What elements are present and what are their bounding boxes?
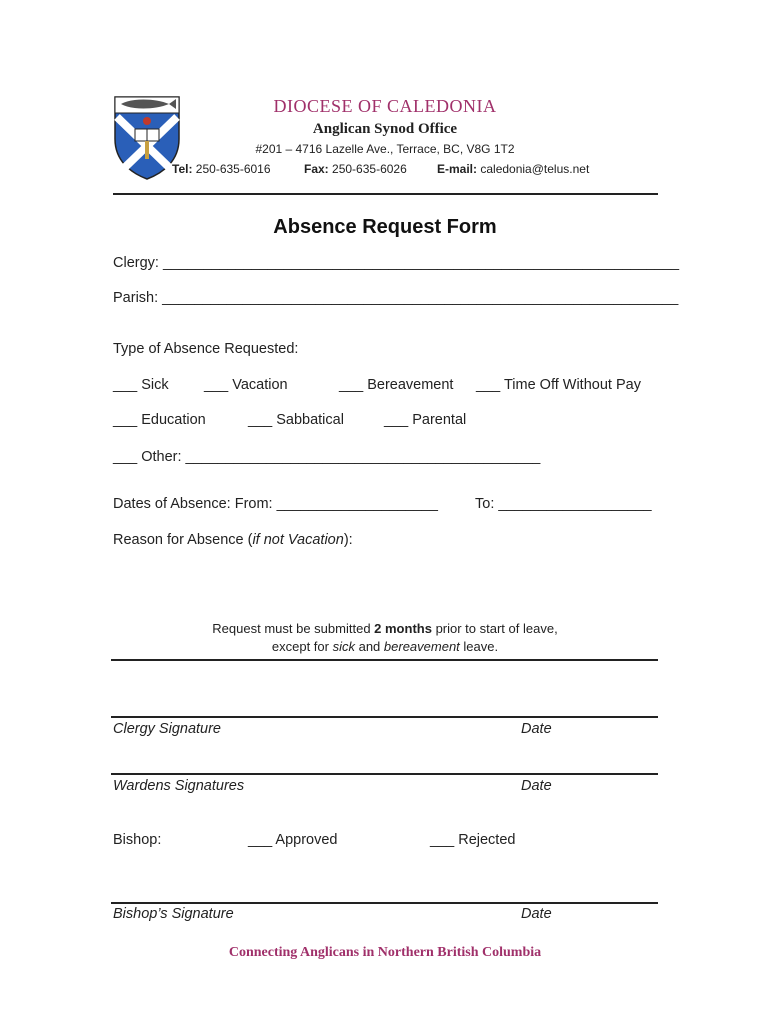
phone-contact bbox=[172, 162, 271, 176]
wardens-signatures-label: Wardens Signatures bbox=[113, 778, 245, 794]
clergy-date-label: Date bbox=[521, 721, 552, 737]
footer-tagline: Connecting Anglicans in Northern British Columbia bbox=[228, 945, 542, 960]
dates-from-field[interactable]: Dates of Absence: From: ____________________ bbox=[113, 496, 438, 512]
bishops-signature-label: Bishop’s Signature bbox=[113, 906, 234, 922]
clergy-field[interactable]: Clergy: ________________________________________________________________ bbox=[113, 255, 680, 271]
fax-label: Fax: bbox=[304, 162, 329, 176]
form-title: Absence Request Form bbox=[273, 216, 497, 238]
option-vacation[interactable]: ___ Vacation bbox=[204, 377, 288, 393]
clergy-signature-line[interactable] bbox=[111, 716, 658, 718]
option-parental[interactable]: ___ Parental bbox=[384, 412, 467, 428]
tel-label: Tel: bbox=[172, 162, 193, 176]
header-divider bbox=[113, 193, 658, 195]
office-name: Anglican Synod Office bbox=[312, 121, 458, 137]
reason-italic: if not Vacation bbox=[252, 532, 344, 548]
note-line2-a: except for bbox=[271, 639, 333, 654]
wardens-signature-line[interactable] bbox=[111, 773, 658, 775]
bishop-signature-line[interactable] bbox=[111, 902, 658, 904]
option-bereavement[interactable]: ___ Bereavement bbox=[339, 377, 454, 393]
reason-suffix: ): bbox=[343, 532, 353, 548]
reason-prefix: Reason for Absence ( bbox=[113, 532, 253, 548]
note-line2-b: sick bbox=[332, 639, 355, 654]
note-line2-e: leave. bbox=[459, 639, 499, 654]
rejected-option[interactable]: ___ Rejected bbox=[430, 832, 516, 848]
wardens-date-label: Date bbox=[521, 778, 552, 794]
option-other[interactable]: ___ Other: ____________________________________________ bbox=[113, 449, 541, 465]
option-sabbatical[interactable]: ___ Sabbatical bbox=[248, 412, 344, 428]
note-line1-b: 2 months bbox=[374, 621, 432, 636]
email-label: E-mail: bbox=[437, 162, 478, 176]
submission-note bbox=[0, 620, 770, 656]
note-divider bbox=[111, 659, 658, 661]
note-line2-d: bereavement bbox=[383, 639, 460, 654]
option-time-off-without-pay[interactable]: ___ Time Off Without Pay bbox=[476, 377, 641, 393]
note-line2-c: and bbox=[354, 639, 384, 654]
email-address: caledonia@telus.net bbox=[480, 162, 590, 176]
option-education[interactable]: ___ Education bbox=[113, 412, 206, 428]
office-address: #201 – 4716 Lazelle Ave., Terrace, BC, V8G 1T2 bbox=[255, 142, 515, 156]
absence-type-heading: Type of Absence Requested: bbox=[113, 341, 299, 357]
note-line1-c: prior to start of leave, bbox=[431, 621, 558, 636]
clergy-signature-label: Clergy Signature bbox=[113, 721, 221, 737]
parish-field[interactable]: Parish: ________________________________________________________________ bbox=[113, 290, 679, 306]
reason-for-absence-label bbox=[113, 532, 353, 548]
diocese-name: DIOCESE OF CALEDONIA bbox=[273, 96, 497, 116]
note-line1-a: Request must be submitted bbox=[212, 621, 375, 636]
email-contact bbox=[437, 162, 589, 176]
fax-contact bbox=[304, 162, 407, 176]
bishop-label: Bishop: bbox=[113, 832, 162, 848]
fax-number: 250-635-6026 bbox=[332, 162, 407, 176]
tel-number: 250-635-6016 bbox=[195, 162, 271, 176]
option-sick[interactable]: ___ Sick bbox=[113, 377, 169, 393]
dates-to-field[interactable]: To: ___________________ bbox=[475, 496, 652, 512]
bishop-date-label: Date bbox=[521, 906, 552, 922]
approved-option[interactable]: ___ Approved bbox=[248, 832, 338, 848]
